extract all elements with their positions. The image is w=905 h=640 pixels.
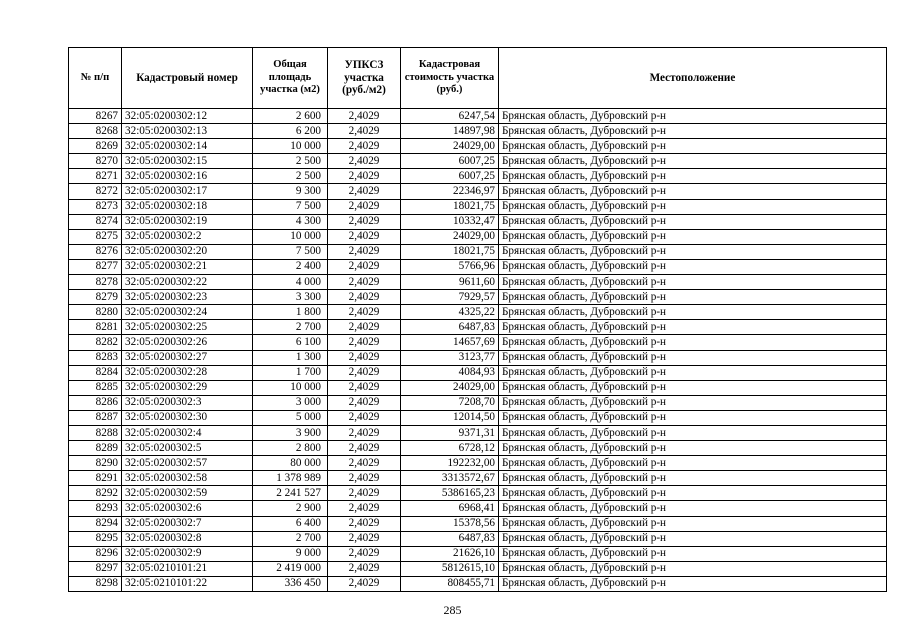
- table-row: [69, 350, 887, 365]
- cell-cadastral-number: 32:05:0200302:28: [122, 365, 253, 380]
- cell-cadastral-number: 32:05:0200302:6: [122, 501, 253, 516]
- cell-num: 8269: [69, 139, 122, 154]
- cell-upksz: 2,4029: [328, 561, 401, 576]
- cell-cadastral-cost: 6247,54: [401, 109, 499, 124]
- cell-cadastral-number: 32:05:0200302:5: [122, 441, 253, 456]
- cell-cadastral-cost: 5812615,10: [401, 561, 499, 576]
- cell-upksz: 2,4029: [328, 154, 401, 169]
- cell-cadastral-cost: 5386165,23: [401, 486, 499, 501]
- cell-location: Брянская область, Дубровский р-н: [499, 229, 887, 244]
- cell-cadastral-number: 32:05:0200302:58: [122, 471, 253, 486]
- cell-cadastral-cost: 4325,22: [401, 305, 499, 320]
- cell-upksz: 2,4029: [328, 516, 401, 531]
- table-row: [69, 531, 887, 546]
- cell-cadastral-number: 32:05:0200302:17: [122, 184, 253, 199]
- cell-cadastral-cost: 6007,25: [401, 169, 499, 184]
- cell-cadastral-cost: 6487,83: [401, 320, 499, 335]
- table-body: [69, 109, 887, 592]
- cell-cadastral-cost: 24029,00: [401, 380, 499, 395]
- cell-location: Брянская область, Дубровский р-н: [499, 456, 887, 471]
- cell-location: Брянская область, Дубровский р-н: [499, 169, 887, 184]
- cell-cadastral-number: 32:05:0200302:18: [122, 199, 253, 214]
- cell-upksz: 2,4029: [328, 229, 401, 244]
- cell-cadastral-number: 32:05:0200302:3: [122, 395, 253, 410]
- cell-upksz: 2,4029: [328, 576, 401, 591]
- cell-area: 1 800: [253, 305, 328, 320]
- header-num: № п/п: [69, 48, 122, 109]
- header-cadastral-cost: Кадастровая стоимость участка (руб.): [401, 48, 499, 109]
- cell-num: 8276: [69, 244, 122, 259]
- cell-num: 8275: [69, 229, 122, 244]
- table-row: [69, 456, 887, 471]
- cell-num: 8297: [69, 561, 122, 576]
- table-row: [69, 365, 887, 380]
- cell-num: 8282: [69, 335, 122, 350]
- cell-location: Брянская область, Дубровский р-н: [499, 214, 887, 229]
- cell-num: 8292: [69, 486, 122, 501]
- cell-area: 6 100: [253, 335, 328, 350]
- cell-num: 8291: [69, 471, 122, 486]
- cell-area: 2 400: [253, 259, 328, 274]
- cell-location: Брянская область, Дубровский р-н: [499, 531, 887, 546]
- cell-location: Брянская область, Дубровский р-н: [499, 154, 887, 169]
- cell-area: 1 300: [253, 350, 328, 365]
- table-row: [69, 441, 887, 456]
- cell-cadastral-cost: 192232,00: [401, 456, 499, 471]
- cell-num: 8298: [69, 576, 122, 591]
- cell-cadastral-number: 32:05:0210101:22: [122, 576, 253, 591]
- table-row: [69, 139, 887, 154]
- cell-cadastral-number: 32:05:0200302:25: [122, 320, 253, 335]
- cell-location: Брянская область, Дубровский р-н: [499, 471, 887, 486]
- cell-cadastral-cost: 10332,47: [401, 214, 499, 229]
- cell-num: 8273: [69, 199, 122, 214]
- cell-upksz: 2,4029: [328, 290, 401, 305]
- cell-area: 3 900: [253, 425, 328, 440]
- table-row: [69, 576, 887, 591]
- cell-upksz: 2,4029: [328, 395, 401, 410]
- cell-cadastral-number: 32:05:0200302:27: [122, 350, 253, 365]
- header-area: Общая площадь участка (м2): [253, 48, 328, 109]
- table-row: [69, 380, 887, 395]
- cell-location: Брянская область, Дубровский р-н: [499, 109, 887, 124]
- cell-cadastral-number: 32:05:0200302:30: [122, 410, 253, 425]
- cell-area: 9 000: [253, 546, 328, 561]
- cell-location: Брянская область, Дубровский р-н: [499, 275, 887, 290]
- table-row: [69, 169, 887, 184]
- table-row: [69, 229, 887, 244]
- cell-area: 10 000: [253, 139, 328, 154]
- cell-cadastral-cost: 7208,70: [401, 395, 499, 410]
- cell-num: 8277: [69, 259, 122, 274]
- cell-location: Брянская область, Дубровский р-н: [499, 199, 887, 214]
- cell-cadastral-number: 32:05:0200302:21: [122, 259, 253, 274]
- cell-num: 8284: [69, 365, 122, 380]
- cell-cadastral-number: 32:05:0200302:14: [122, 139, 253, 154]
- table-row: [69, 561, 887, 576]
- cell-location: Брянская область, Дубровский р-н: [499, 561, 887, 576]
- cell-cadastral-cost: 3313572,67: [401, 471, 499, 486]
- cell-cadastral-cost: 21626,10: [401, 546, 499, 561]
- cell-cadastral-cost: 3123,77: [401, 350, 499, 365]
- cell-cadastral-number: 32:05:0200302:15: [122, 154, 253, 169]
- table-row: [69, 425, 887, 440]
- cell-location: Брянская область, Дубровский р-н: [499, 124, 887, 139]
- cell-area: 2 800: [253, 441, 328, 456]
- table-row: [69, 471, 887, 486]
- cell-area: 2 700: [253, 320, 328, 335]
- cell-num: 8280: [69, 305, 122, 320]
- cell-cadastral-number: 32:05:0200302:7: [122, 516, 253, 531]
- table-header: [69, 48, 887, 109]
- cell-location: Брянская область, Дубровский р-н: [499, 410, 887, 425]
- cell-upksz: 2,4029: [328, 471, 401, 486]
- page-number: 285: [443, 603, 462, 617]
- cell-cadastral-number: 32:05:0200302:59: [122, 486, 253, 501]
- cell-area: 1 700: [253, 365, 328, 380]
- cell-location: Брянская область, Дубровский р-н: [499, 335, 887, 350]
- table-row: [69, 184, 887, 199]
- cell-num: 8289: [69, 441, 122, 456]
- cell-num: 8285: [69, 380, 122, 395]
- cell-num: 8290: [69, 456, 122, 471]
- cell-num: 8279: [69, 290, 122, 305]
- cell-upksz: 2,4029: [328, 546, 401, 561]
- cell-cadastral-number: 32:05:0200302:19: [122, 214, 253, 229]
- cell-area: 2 600: [253, 109, 328, 124]
- table-row: [69, 486, 887, 501]
- cell-cadastral-number: 32:05:0200302:8: [122, 531, 253, 546]
- header-upksz: УПКСЗ участка (руб./м2): [328, 48, 401, 109]
- table-row: [69, 501, 887, 516]
- cell-upksz: 2,4029: [328, 365, 401, 380]
- cell-area: 2 700: [253, 531, 328, 546]
- table-row: [69, 395, 887, 410]
- cell-area: 4 300: [253, 214, 328, 229]
- cell-cadastral-number: 32:05:0200302:9: [122, 546, 253, 561]
- table-row: [69, 275, 887, 290]
- table-row: [69, 199, 887, 214]
- cell-upksz: 2,4029: [328, 169, 401, 184]
- cell-num: 8294: [69, 516, 122, 531]
- cell-num: 8272: [69, 184, 122, 199]
- cell-cadastral-number: 32:05:0200302:16: [122, 169, 253, 184]
- cell-location: Брянская область, Дубровский р-н: [499, 184, 887, 199]
- table-row: [69, 109, 887, 124]
- cell-area: 3 300: [253, 290, 328, 305]
- cell-cadastral-number: 32:05:0200302:26: [122, 335, 253, 350]
- cell-location: Брянская область, Дубровский р-н: [499, 259, 887, 274]
- cell-area: 9 300: [253, 184, 328, 199]
- cell-cadastral-cost: 6728,12: [401, 441, 499, 456]
- table-row: [69, 335, 887, 350]
- cell-area: 3 000: [253, 395, 328, 410]
- cell-area: 336 450: [253, 576, 328, 591]
- cell-area: 2 500: [253, 169, 328, 184]
- table-row: [69, 154, 887, 169]
- cell-num: 8271: [69, 169, 122, 184]
- table-row: [69, 214, 887, 229]
- cell-location: Брянская область, Дубровский р-н: [499, 380, 887, 395]
- cell-location: Брянская область, Дубровский р-н: [499, 305, 887, 320]
- cell-location: Брянская область, Дубровский р-н: [499, 290, 887, 305]
- cell-num: 8293: [69, 501, 122, 516]
- cell-upksz: 2,4029: [328, 184, 401, 199]
- table-row: [69, 410, 887, 425]
- cell-cadastral-cost: 24029,00: [401, 229, 499, 244]
- cell-cadastral-number: 32:05:0200302:24: [122, 305, 253, 320]
- cell-num: 8296: [69, 546, 122, 561]
- cell-upksz: 2,4029: [328, 350, 401, 365]
- cell-location: Брянская область, Дубровский р-н: [499, 320, 887, 335]
- cell-cadastral-number: 32:05:0200302:57: [122, 456, 253, 471]
- cell-cadastral-cost: 14657,69: [401, 335, 499, 350]
- table-row: [69, 124, 887, 139]
- cell-cadastral-cost: 12014,50: [401, 410, 499, 425]
- cell-area: 2 500: [253, 154, 328, 169]
- cell-area: 7 500: [253, 244, 328, 259]
- cell-upksz: 2,4029: [328, 501, 401, 516]
- cell-cadastral-cost: 9371,31: [401, 425, 499, 440]
- table-row: [69, 546, 887, 561]
- cell-area: 4 000: [253, 275, 328, 290]
- cell-area: 1 378 989: [253, 471, 328, 486]
- cell-num: 8286: [69, 395, 122, 410]
- cell-cadastral-cost: 24029,00: [401, 139, 499, 154]
- cell-cadastral-number: 32:05:0200302:13: [122, 124, 253, 139]
- cell-num: 8288: [69, 425, 122, 440]
- cell-upksz: 2,4029: [328, 425, 401, 440]
- cell-cadastral-number: 32:05:0200302:20: [122, 244, 253, 259]
- cell-upksz: 2,4029: [328, 244, 401, 259]
- cell-cadastral-cost: 6487,83: [401, 531, 499, 546]
- cell-location: Брянская область, Дубровский р-н: [499, 516, 887, 531]
- cell-cadastral-cost: 6007,25: [401, 154, 499, 169]
- cell-upksz: 2,4029: [328, 531, 401, 546]
- cell-location: Брянская область, Дубровский р-н: [499, 365, 887, 380]
- cell-cadastral-cost: 7929,57: [401, 290, 499, 305]
- cell-num: 8283: [69, 350, 122, 365]
- cell-upksz: 2,4029: [328, 335, 401, 350]
- cell-upksz: 2,4029: [328, 456, 401, 471]
- cell-cadastral-cost: 22346,97: [401, 184, 499, 199]
- cell-cadastral-cost: 18021,75: [401, 244, 499, 259]
- cell-cadastral-number: 32:05:0210101:21: [122, 561, 253, 576]
- cell-location: Брянская область, Дубровский р-н: [499, 244, 887, 259]
- cell-area: 10 000: [253, 229, 328, 244]
- cell-cadastral-cost: 6968,41: [401, 501, 499, 516]
- cell-location: Брянская область, Дубровский р-н: [499, 395, 887, 410]
- cell-upksz: 2,4029: [328, 441, 401, 456]
- cell-upksz: 2,4029: [328, 380, 401, 395]
- table-row: [69, 259, 887, 274]
- cell-cadastral-cost: 15378,56: [401, 516, 499, 531]
- cell-cadastral-number: 32:05:0200302:12: [122, 109, 253, 124]
- cell-area: 10 000: [253, 380, 328, 395]
- cell-cadastral-cost: 18021,75: [401, 199, 499, 214]
- cell-upksz: 2,4029: [328, 486, 401, 501]
- cell-cadastral-cost: 5766,96: [401, 259, 499, 274]
- table-row: [69, 244, 887, 259]
- cell-num: 8287: [69, 410, 122, 425]
- cell-num: 8267: [69, 109, 122, 124]
- table-row: [69, 305, 887, 320]
- cell-location: Брянская область, Дубровский р-н: [499, 425, 887, 440]
- cell-num: 8268: [69, 124, 122, 139]
- cell-location: Брянская область, Дубровский р-н: [499, 546, 887, 561]
- cell-cadastral-number: 32:05:0200302:22: [122, 275, 253, 290]
- cell-num: 8278: [69, 275, 122, 290]
- cell-location: Брянская область, Дубровский р-н: [499, 501, 887, 516]
- cell-location: Брянская область, Дубровский р-н: [499, 486, 887, 501]
- cell-upksz: 2,4029: [328, 305, 401, 320]
- cell-area: 2 900: [253, 501, 328, 516]
- cell-area: 2 241 527: [253, 486, 328, 501]
- header-location: Местоположение: [499, 48, 887, 109]
- cell-cadastral-number: 32:05:0200302:2: [122, 229, 253, 244]
- cadastral-value-table: [68, 47, 887, 592]
- cell-location: Брянская область, Дубровский р-н: [499, 576, 887, 591]
- cell-cadastral-number: 32:05:0200302:23: [122, 290, 253, 305]
- cell-num: 8274: [69, 214, 122, 229]
- table-row: [69, 320, 887, 335]
- cell-area: 7 500: [253, 199, 328, 214]
- header-cadastral-number: Кадастровый номер: [122, 48, 253, 109]
- cell-upksz: 2,4029: [328, 320, 401, 335]
- cell-location: Брянская область, Дубровский р-н: [499, 441, 887, 456]
- cell-area: 2 419 000: [253, 561, 328, 576]
- cell-cadastral-cost: 9611,60: [401, 275, 499, 290]
- cell-upksz: 2,4029: [328, 199, 401, 214]
- cell-area: 6 200: [253, 124, 328, 139]
- cell-area: 5 000: [253, 410, 328, 425]
- cell-cadastral-cost: 808455,71: [401, 576, 499, 591]
- cell-upksz: 2,4029: [328, 410, 401, 425]
- cell-area: 6 400: [253, 516, 328, 531]
- cell-cadastral-cost: 4084,93: [401, 365, 499, 380]
- cell-area: 80 000: [253, 456, 328, 471]
- cell-cadastral-number: 32:05:0200302:29: [122, 380, 253, 395]
- cell-cadastral-cost: 14897,98: [401, 124, 499, 139]
- header-row: [69, 48, 887, 109]
- cell-num: 8281: [69, 320, 122, 335]
- cell-upksz: 2,4029: [328, 139, 401, 154]
- cell-location: Брянская область, Дубровский р-н: [499, 139, 887, 154]
- cell-upksz: 2,4029: [328, 124, 401, 139]
- cell-upksz: 2,4029: [328, 259, 401, 274]
- cell-upksz: 2,4029: [328, 214, 401, 229]
- table-row: [69, 290, 887, 305]
- cell-num: 8270: [69, 154, 122, 169]
- cell-location: Брянская область, Дубровский р-н: [499, 350, 887, 365]
- cell-cadastral-number: 32:05:0200302:4: [122, 425, 253, 440]
- cell-upksz: 2,4029: [328, 275, 401, 290]
- cell-num: 8295: [69, 531, 122, 546]
- cell-upksz: 2,4029: [328, 109, 401, 124]
- table-row: [69, 516, 887, 531]
